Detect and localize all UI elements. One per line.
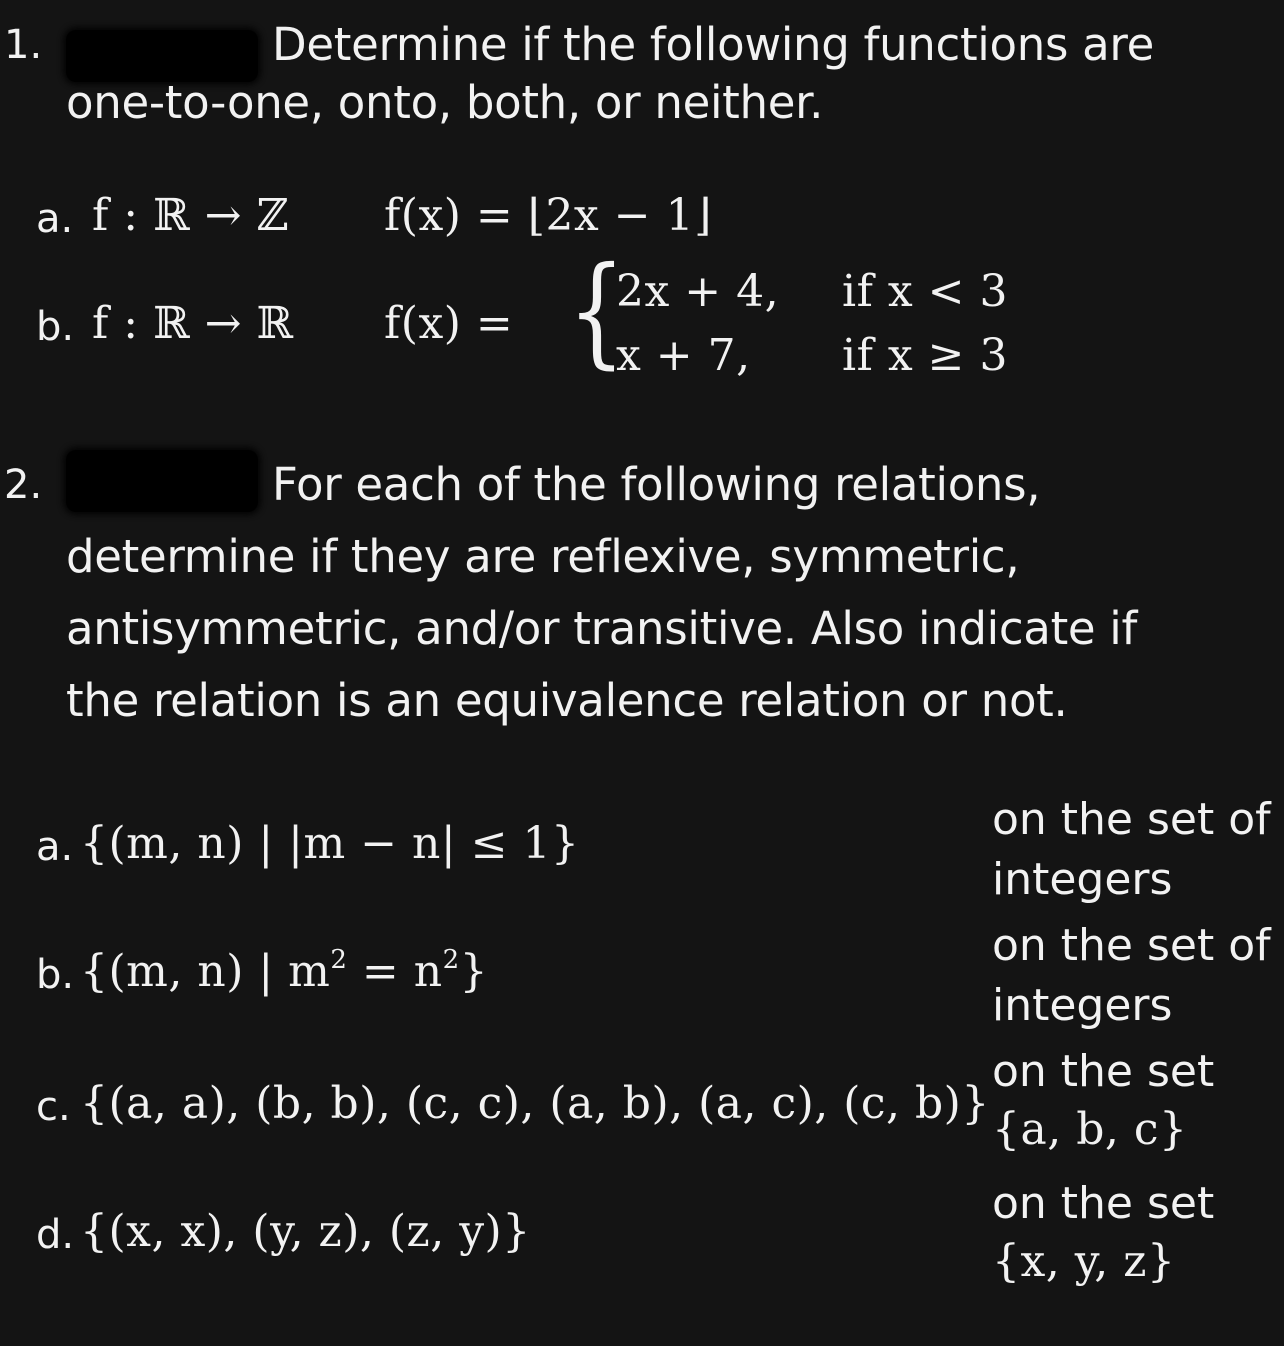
redaction-block [66, 450, 258, 512]
problem-2a-set-line2: integers [992, 854, 1173, 905]
problem-2-prompt-line1: For each of the following relations, [272, 458, 1041, 511]
problem-2-number: 2. [4, 462, 43, 508]
problem-1b-case1-expr: 2x + 4, [616, 266, 780, 317]
problem-1-prompt-line2: one-to-one, onto, both, or neither. [66, 76, 824, 129]
redaction-block [66, 30, 258, 82]
problem-2a-set-line1: on the set of [992, 794, 1271, 845]
problem-2d-set-line2: {x, y, z} [992, 1236, 1176, 1287]
problem-2-prompt-line2: determine if they are reflexive, symmetric, [66, 530, 1020, 583]
problem-1-number: 1. [4, 22, 43, 68]
problem-2c-label: c. [36, 1084, 71, 1130]
problem-1b-label: b. [36, 304, 75, 350]
problem-1b-case2-cond: if x ≥ 3 [842, 330, 1008, 381]
relation-part: {(m, n) | m [80, 946, 331, 997]
problem-2b-set-line1: on the set of [992, 920, 1271, 971]
problem-1a-definition: f(x) = ⌊2x − 1⌋ [384, 190, 712, 241]
problem-2-prompt-line3: antisymmetric, and/or transitive. Also indicate if [66, 602, 1138, 655]
problem-1a-mapping: f : ℝ → ℤ [92, 190, 290, 241]
problem-2a-label: a. [36, 824, 74, 870]
problem-2c-set-line2: {a, b, c} [992, 1104, 1188, 1155]
exponent: 2 [442, 945, 460, 975]
problem-2b-relation [80, 946, 488, 997]
relation-part: = n [347, 946, 443, 997]
problem-1b-lhs: f(x) = [384, 298, 514, 349]
exponent: 2 [330, 945, 348, 975]
relation-part: } [459, 946, 489, 997]
piecewise-brace: { [568, 242, 626, 381]
problem-2b-set-line2: integers [992, 980, 1173, 1031]
problem-1b-mapping: f : ℝ → ℝ [92, 298, 294, 349]
problem-2d-label: d. [36, 1212, 75, 1258]
problem-2d-relation: {(x, x), (y, z), (z, y)} [80, 1206, 531, 1257]
problem-2d-set-line1: on the set [992, 1178, 1215, 1229]
problem-1-prompt-line1: Determine if the following functions are [272, 18, 1154, 71]
problem-1b-case2-expr: x + 7, [616, 330, 751, 381]
problem-1b-case1-cond: if x < 3 [842, 266, 1008, 317]
problem-2c-set-line1: on the set [992, 1046, 1215, 1097]
problem-2c-relation: {(a, a), (b, b), (c, c), (a, b), (a, c), (c, b)} [80, 1078, 990, 1129]
problem-2-prompt-line4: the relation is an equivalence relation or not. [66, 674, 1068, 727]
problem-2b-label: b. [36, 952, 75, 998]
problem-1a-label: a. [36, 196, 74, 242]
problem-2a-relation: {(m, n) | |m − n| ≤ 1} [80, 818, 580, 869]
